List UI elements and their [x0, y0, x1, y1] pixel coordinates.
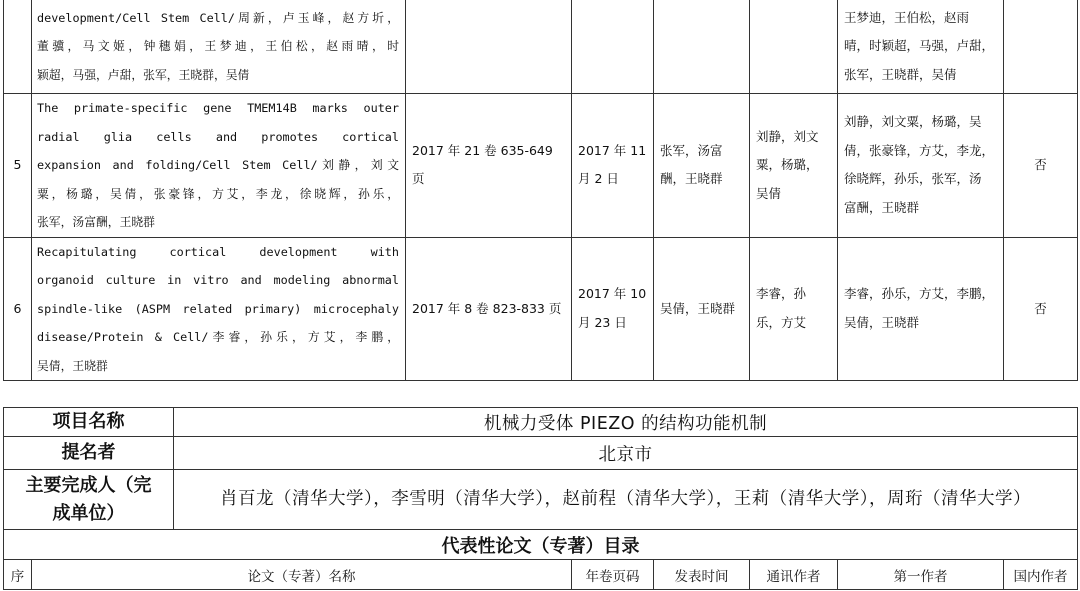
- paper-date-line: 2017 年 11: [578, 142, 647, 158]
- paper-flag: 否: [1004, 237, 1078, 381]
- paper-domestic-authors: [838, 237, 1004, 381]
- paper-corresponding: [654, 0, 750, 94]
- paper-first-author-line: 粟，杨璐，: [756, 157, 819, 172]
- papers-body: [4, 0, 1078, 381]
- col-header-domestic: 国内作者: [1004, 560, 1078, 590]
- paper-title-line: organoid culture in vitro and modeling abnormal: [37, 273, 399, 287]
- contributors-row: [4, 470, 1078, 530]
- project-name-label: 项目名称: [4, 408, 174, 437]
- paper-title: [32, 237, 406, 381]
- section-title-row: [4, 530, 1078, 560]
- paper-domestic-authors: [838, 94, 1004, 238]
- paper-date: [572, 94, 654, 238]
- papers-table: [3, 0, 1078, 381]
- paper-domestic-authors: [838, 0, 1004, 94]
- paper-domestic-authors-line: 倩，张豪锋，方艾，李龙，: [844, 142, 995, 158]
- col-header-date: 发表时间: [654, 560, 750, 590]
- paper-date-line: 2017 年 10: [578, 286, 647, 302]
- nominator-label: 提名者: [4, 437, 174, 470]
- paper-first-author-line: 刘静，刘文: [756, 128, 819, 144]
- paper-domestic-authors-line: 吴倩，王晓群: [844, 314, 920, 330]
- project-name-row: [4, 408, 1078, 437]
- paper-first-author-line: 吴倩: [756, 185, 782, 201]
- paper-corresponding-line: 酬，王晓群: [660, 171, 723, 187]
- paper-domestic-authors-line: 富酬，王晓群: [844, 199, 920, 215]
- paper-title-line: 董骥，马文姬，钟穗娟，王梦迪，王伯松，赵雨晴，时: [37, 39, 399, 54]
- contributors-label: [4, 470, 174, 530]
- paper-number: 5: [4, 94, 32, 238]
- paper-pages: [406, 237, 572, 381]
- paper-flag: [1004, 0, 1078, 94]
- paper-domestic-authors-line: 晴，时颖超，马强，卢甜，: [844, 38, 995, 54]
- paper-row: [4, 237, 1078, 381]
- col-header-first-author: 第一作者: [838, 560, 1004, 590]
- paper-title-line: 颖超，马强，卢甜，张军，王晓群，吴倩: [37, 67, 250, 82]
- section-title: 代表性论文（专著）目录: [4, 530, 1078, 560]
- paper-corresponding-line: 吴倩，王晓群: [660, 300, 736, 316]
- paper-domestic-authors-line: 王梦迪，王伯松，赵雨: [844, 9, 970, 25]
- paper-domestic-authors-line: 张军，王晓群，吴倩: [844, 66, 957, 82]
- paper-title-line: disease/Protein & Cell/李睿，孙乐，方艾，李鹏，: [37, 330, 399, 344]
- col-header-title: 论文（专著）名称: [32, 560, 572, 590]
- paper-pages-line: 2017 年 21 卷 635-649: [412, 142, 553, 158]
- project-table: [3, 407, 1078, 590]
- paper-domestic-authors-line: 李睿，孙乐，方艾，李鹏，: [844, 286, 995, 302]
- paper-number: 6: [4, 237, 32, 381]
- paper-row: [4, 0, 1078, 94]
- paper-first-author: [750, 0, 838, 94]
- paper-title-line: radial glia cells and promotes cortical: [37, 129, 399, 144]
- paper-date: [572, 237, 654, 381]
- paper-flag: 否: [1004, 94, 1078, 238]
- paper-title-line: The primate-specific gene TMEM14B marks outer: [37, 101, 399, 115]
- paper-row: [4, 94, 1078, 238]
- col-header-corresponding: 通讯作者: [750, 560, 838, 590]
- col-header-pages: 年卷页码: [572, 560, 654, 590]
- paper-corresponding: [654, 237, 750, 381]
- col-header-num: 序: [4, 560, 32, 590]
- paper-date: [572, 0, 654, 94]
- paper-domestic-authors-line: 徐晓辉，孙乐，张军，汤: [844, 171, 982, 187]
- paper-title-line: 吴倩，王晓群: [37, 358, 108, 373]
- paper-date-line: 月 2 日: [578, 171, 619, 187]
- contributors-value: 肖百龙（清华大学），李雪明（清华大学），赵前程（清华大学），王莉（清华大学），周珩（清华大学）: [174, 470, 1078, 530]
- paper-title-line: spindle-like (ASPM related primary) microcephaly: [37, 301, 399, 316]
- paper-title: [32, 94, 406, 238]
- paper-corresponding: [654, 94, 750, 238]
- paper-title-line: 张军，汤富酬，王晓群: [37, 215, 155, 229]
- paper-first-author-line: 李睿，孙: [756, 286, 807, 302]
- paper-title: [32, 0, 406, 94]
- contributors-label-line-1: 主要完成人（完: [25, 474, 152, 496]
- paper-title-line: Recapitulating cortical development with: [37, 244, 399, 259]
- paper-first-author: [750, 94, 838, 238]
- contributors-label-line-2: 成单位）: [52, 502, 125, 524]
- paper-date-line: 月 23 日: [578, 314, 627, 330]
- project-name-value: 机械力受体 PIEZO 的结构功能机制: [174, 408, 1078, 437]
- paper-number: [4, 0, 32, 94]
- paper-domestic-authors-line: 刘静，刘文粟，杨璐，吴: [844, 114, 982, 130]
- paper-first-author: [750, 237, 838, 381]
- paper-pages-line: 页: [412, 171, 425, 187]
- paper-title-line: expansion and folding/Cell Stem Cell/刘静，刘文: [37, 158, 399, 172]
- paper-title-line: 粟，杨璐，吴倩，张豪锋，方艾，李龙，徐晓辉，孙乐，: [37, 186, 399, 201]
- paper-pages: [406, 0, 572, 94]
- nominator-row: [4, 437, 1078, 470]
- column-header-row: [4, 560, 1078, 590]
- paper-pages-line: 2017 年 8 卷 823-833 页: [412, 300, 562, 316]
- paper-first-author-line: 乐，方艾: [756, 314, 807, 330]
- paper-title-line: development/Cell Stem Cell/周新，卢玉峰，赵方圻，: [37, 10, 399, 25]
- paper-corresponding-line: 张军，汤富: [660, 142, 723, 158]
- nominator-value: 北京市: [174, 437, 1078, 470]
- paper-pages: [406, 94, 572, 238]
